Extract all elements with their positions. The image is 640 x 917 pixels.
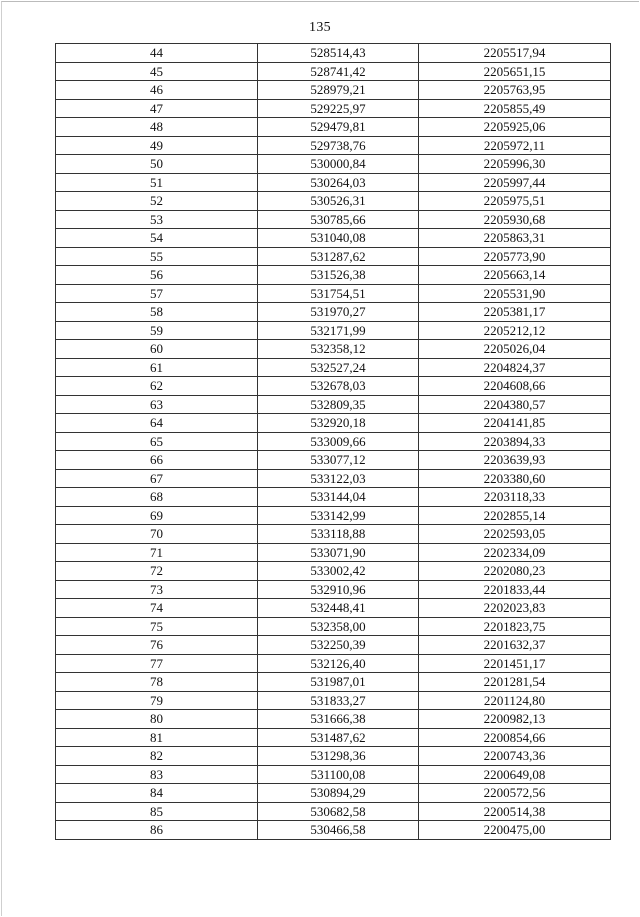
point-number-cell: 63: [56, 395, 258, 414]
x-coordinate-cell: 531833,27: [258, 691, 419, 710]
x-coordinate-cell: 533071,90: [258, 543, 419, 562]
table-row: [56, 821, 611, 840]
y-coordinate-cell: 2200475,00: [419, 821, 611, 840]
y-coordinate-cell: 2205773,90: [419, 247, 611, 266]
y-coordinate-cell: 2200982,13: [419, 710, 611, 729]
table-row: [56, 747, 611, 766]
table-row: [56, 654, 611, 673]
table-row: [56, 802, 611, 821]
table-row: [56, 691, 611, 710]
x-coordinate-cell: 532910,96: [258, 580, 419, 599]
point-number-cell: 82: [56, 747, 258, 766]
x-coordinate-cell: 532809,35: [258, 395, 419, 414]
y-coordinate-cell: 2202334,09: [419, 543, 611, 562]
x-coordinate-cell: 531666,38: [258, 710, 419, 729]
y-coordinate-cell: 2202593,05: [419, 525, 611, 544]
x-coordinate-cell: 531987,01: [258, 673, 419, 692]
x-coordinate-cell: 531487,62: [258, 728, 419, 747]
x-coordinate-cell: 533002,42: [258, 562, 419, 581]
table-row: [56, 506, 611, 525]
table-row: [56, 284, 611, 303]
point-number-cell: 54: [56, 229, 258, 248]
x-coordinate-cell: 533009,66: [258, 432, 419, 451]
table-row: [56, 469, 611, 488]
x-coordinate-cell: 533077,12: [258, 451, 419, 470]
point-number-cell: 45: [56, 62, 258, 81]
point-number-cell: 67: [56, 469, 258, 488]
x-coordinate-cell: 531970,27: [258, 303, 419, 322]
table-row: [56, 210, 611, 229]
point-number-cell: 60: [56, 340, 258, 359]
table-row: [56, 99, 611, 118]
point-number-cell: 58: [56, 303, 258, 322]
y-coordinate-cell: 2203894,33: [419, 432, 611, 451]
y-coordinate-cell: 2205972,11: [419, 136, 611, 155]
y-coordinate-cell: 2200649,08: [419, 765, 611, 784]
table-row: [56, 377, 611, 396]
y-coordinate-cell: 2205975,51: [419, 192, 611, 211]
x-coordinate-cell: 532358,00: [258, 617, 419, 636]
y-coordinate-cell: 2205925,06: [419, 118, 611, 137]
table-row: [56, 247, 611, 266]
y-coordinate-cell: 2200514,38: [419, 802, 611, 821]
point-number-cell: 68: [56, 488, 258, 507]
y-coordinate-cell: 2202080,23: [419, 562, 611, 581]
y-coordinate-cell: 2201823,75: [419, 617, 611, 636]
table-row: [56, 488, 611, 507]
x-coordinate-cell: 530894,29: [258, 784, 419, 803]
x-coordinate-cell: 529225,97: [258, 99, 419, 118]
point-number-cell: 61: [56, 358, 258, 377]
y-coordinate-cell: 2205651,15: [419, 62, 611, 81]
x-coordinate-cell: 532920,18: [258, 414, 419, 433]
x-coordinate-cell: 532250,39: [258, 636, 419, 655]
point-number-cell: 51: [56, 173, 258, 192]
point-number-cell: 56: [56, 266, 258, 285]
point-number-cell: 62: [56, 377, 258, 396]
table-row: [56, 414, 611, 433]
point-number-cell: 52: [56, 192, 258, 211]
table-row: [56, 543, 611, 562]
point-number-cell: 83: [56, 765, 258, 784]
y-coordinate-cell: 2201833,44: [419, 580, 611, 599]
table-row: [56, 358, 611, 377]
table-row: [56, 155, 611, 174]
y-coordinate-cell: 2205763,95: [419, 81, 611, 100]
table-row: [56, 321, 611, 340]
y-coordinate-cell: 2200854,66: [419, 728, 611, 747]
x-coordinate-cell: 528514,43: [258, 44, 419, 63]
y-coordinate-cell: 2205663,14: [419, 266, 611, 285]
point-number-cell: 75: [56, 617, 258, 636]
table-row: [56, 451, 611, 470]
x-coordinate-cell: 532448,41: [258, 599, 419, 618]
y-coordinate-cell: 2203639,93: [419, 451, 611, 470]
x-coordinate-cell: 533144,04: [258, 488, 419, 507]
point-number-cell: 81: [56, 728, 258, 747]
table-row: [56, 44, 611, 63]
point-number-cell: 79: [56, 691, 258, 710]
point-number-cell: 73: [56, 580, 258, 599]
point-number-cell: 76: [56, 636, 258, 655]
table-row: [56, 673, 611, 692]
table-row: [56, 432, 611, 451]
x-coordinate-cell: 529479,81: [258, 118, 419, 137]
y-coordinate-cell: 2204824,37: [419, 358, 611, 377]
x-coordinate-cell: 532171,99: [258, 321, 419, 340]
point-number-cell: 44: [56, 44, 258, 63]
table-row: [56, 136, 611, 155]
y-coordinate-cell: 2205212,12: [419, 321, 611, 340]
point-number-cell: 66: [56, 451, 258, 470]
point-number-cell: 57: [56, 284, 258, 303]
x-coordinate-cell: 531040,08: [258, 229, 419, 248]
y-coordinate-cell: 2203118,33: [419, 488, 611, 507]
table-row: [56, 303, 611, 322]
y-coordinate-cell: 2205997,44: [419, 173, 611, 192]
table-row: [56, 784, 611, 803]
y-coordinate-cell: 2201281,54: [419, 673, 611, 692]
table-row: [56, 562, 611, 581]
x-coordinate-cell: 532527,24: [258, 358, 419, 377]
x-coordinate-cell: 530682,58: [258, 802, 419, 821]
point-number-cell: 64: [56, 414, 258, 433]
table-row: [56, 728, 611, 747]
table-row: [56, 266, 611, 285]
y-coordinate-cell: 2202023,83: [419, 599, 611, 618]
point-number-cell: 80: [56, 710, 258, 729]
x-coordinate-cell: 530264,03: [258, 173, 419, 192]
table-row: [56, 395, 611, 414]
x-coordinate-cell: 532678,03: [258, 377, 419, 396]
y-coordinate-cell: 2205026,04: [419, 340, 611, 359]
x-coordinate-cell: 530526,31: [258, 192, 419, 211]
y-coordinate-cell: 2204608,66: [419, 377, 611, 396]
x-coordinate-cell: 531287,62: [258, 247, 419, 266]
x-coordinate-cell: 531100,08: [258, 765, 419, 784]
x-coordinate-cell: 528741,42: [258, 62, 419, 81]
x-coordinate-cell: 533142,99: [258, 506, 419, 525]
point-number-cell: 74: [56, 599, 258, 618]
point-number-cell: 85: [56, 802, 258, 821]
point-number-cell: 49: [56, 136, 258, 155]
table-row: [56, 229, 611, 248]
table-row: [56, 118, 611, 137]
point-number-cell: 70: [56, 525, 258, 544]
point-number-cell: 69: [56, 506, 258, 525]
table-row: [56, 81, 611, 100]
y-coordinate-cell: 2202855,14: [419, 506, 611, 525]
y-coordinate-cell: 2203380,60: [419, 469, 611, 488]
point-number-cell: 78: [56, 673, 258, 692]
coordinates-table-body: [56, 44, 611, 840]
point-number-cell: 86: [56, 821, 258, 840]
point-number-cell: 53: [56, 210, 258, 229]
point-number-cell: 47: [56, 99, 258, 118]
y-coordinate-cell: 2204380,57: [419, 395, 611, 414]
table-row: [56, 636, 611, 655]
x-coordinate-cell: 531298,36: [258, 747, 419, 766]
page-number: 135: [309, 20, 331, 35]
table-row: [56, 710, 611, 729]
coordinates-table: [55, 43, 611, 840]
x-coordinate-cell: 533118,88: [258, 525, 419, 544]
point-number-cell: 71: [56, 543, 258, 562]
x-coordinate-cell: 532358,12: [258, 340, 419, 359]
y-coordinate-cell: 2205996,30: [419, 155, 611, 174]
table-row: [56, 525, 611, 544]
table-row: [56, 62, 611, 81]
x-coordinate-cell: 532126,40: [258, 654, 419, 673]
table-row: [56, 765, 611, 784]
point-number-cell: 55: [56, 247, 258, 266]
y-coordinate-cell: 2205930,68: [419, 210, 611, 229]
table-row: [56, 599, 611, 618]
y-coordinate-cell: 2205517,94: [419, 44, 611, 63]
x-coordinate-cell: 530466,58: [258, 821, 419, 840]
table-row: [56, 340, 611, 359]
point-number-cell: 48: [56, 118, 258, 137]
point-number-cell: 72: [56, 562, 258, 581]
point-number-cell: 59: [56, 321, 258, 340]
y-coordinate-cell: 2205855,49: [419, 99, 611, 118]
point-number-cell: 50: [56, 155, 258, 174]
point-number-cell: 77: [56, 654, 258, 673]
point-number-cell: 84: [56, 784, 258, 803]
y-coordinate-cell: 2205381,17: [419, 303, 611, 322]
table-row: [56, 192, 611, 211]
x-coordinate-cell: 528979,21: [258, 81, 419, 100]
point-number-cell: 46: [56, 81, 258, 100]
y-coordinate-cell: 2200743,36: [419, 747, 611, 766]
y-coordinate-cell: 2201124,80: [419, 691, 611, 710]
x-coordinate-cell: 531526,38: [258, 266, 419, 285]
y-coordinate-cell: 2205863,31: [419, 229, 611, 248]
x-coordinate-cell: 533122,03: [258, 469, 419, 488]
table-row: [56, 173, 611, 192]
y-coordinate-cell: 2204141,85: [419, 414, 611, 433]
y-coordinate-cell: 2201451,17: [419, 654, 611, 673]
x-coordinate-cell: 530000,84: [258, 155, 419, 174]
point-number-cell: 65: [56, 432, 258, 451]
x-coordinate-cell: 531754,51: [258, 284, 419, 303]
table-row: [56, 580, 611, 599]
y-coordinate-cell: 2200572,56: [419, 784, 611, 803]
x-coordinate-cell: 529738,76: [258, 136, 419, 155]
y-coordinate-cell: 2205531,90: [419, 284, 611, 303]
x-coordinate-cell: 530785,66: [258, 210, 419, 229]
y-coordinate-cell: 2201632,37: [419, 636, 611, 655]
table-row: [56, 617, 611, 636]
